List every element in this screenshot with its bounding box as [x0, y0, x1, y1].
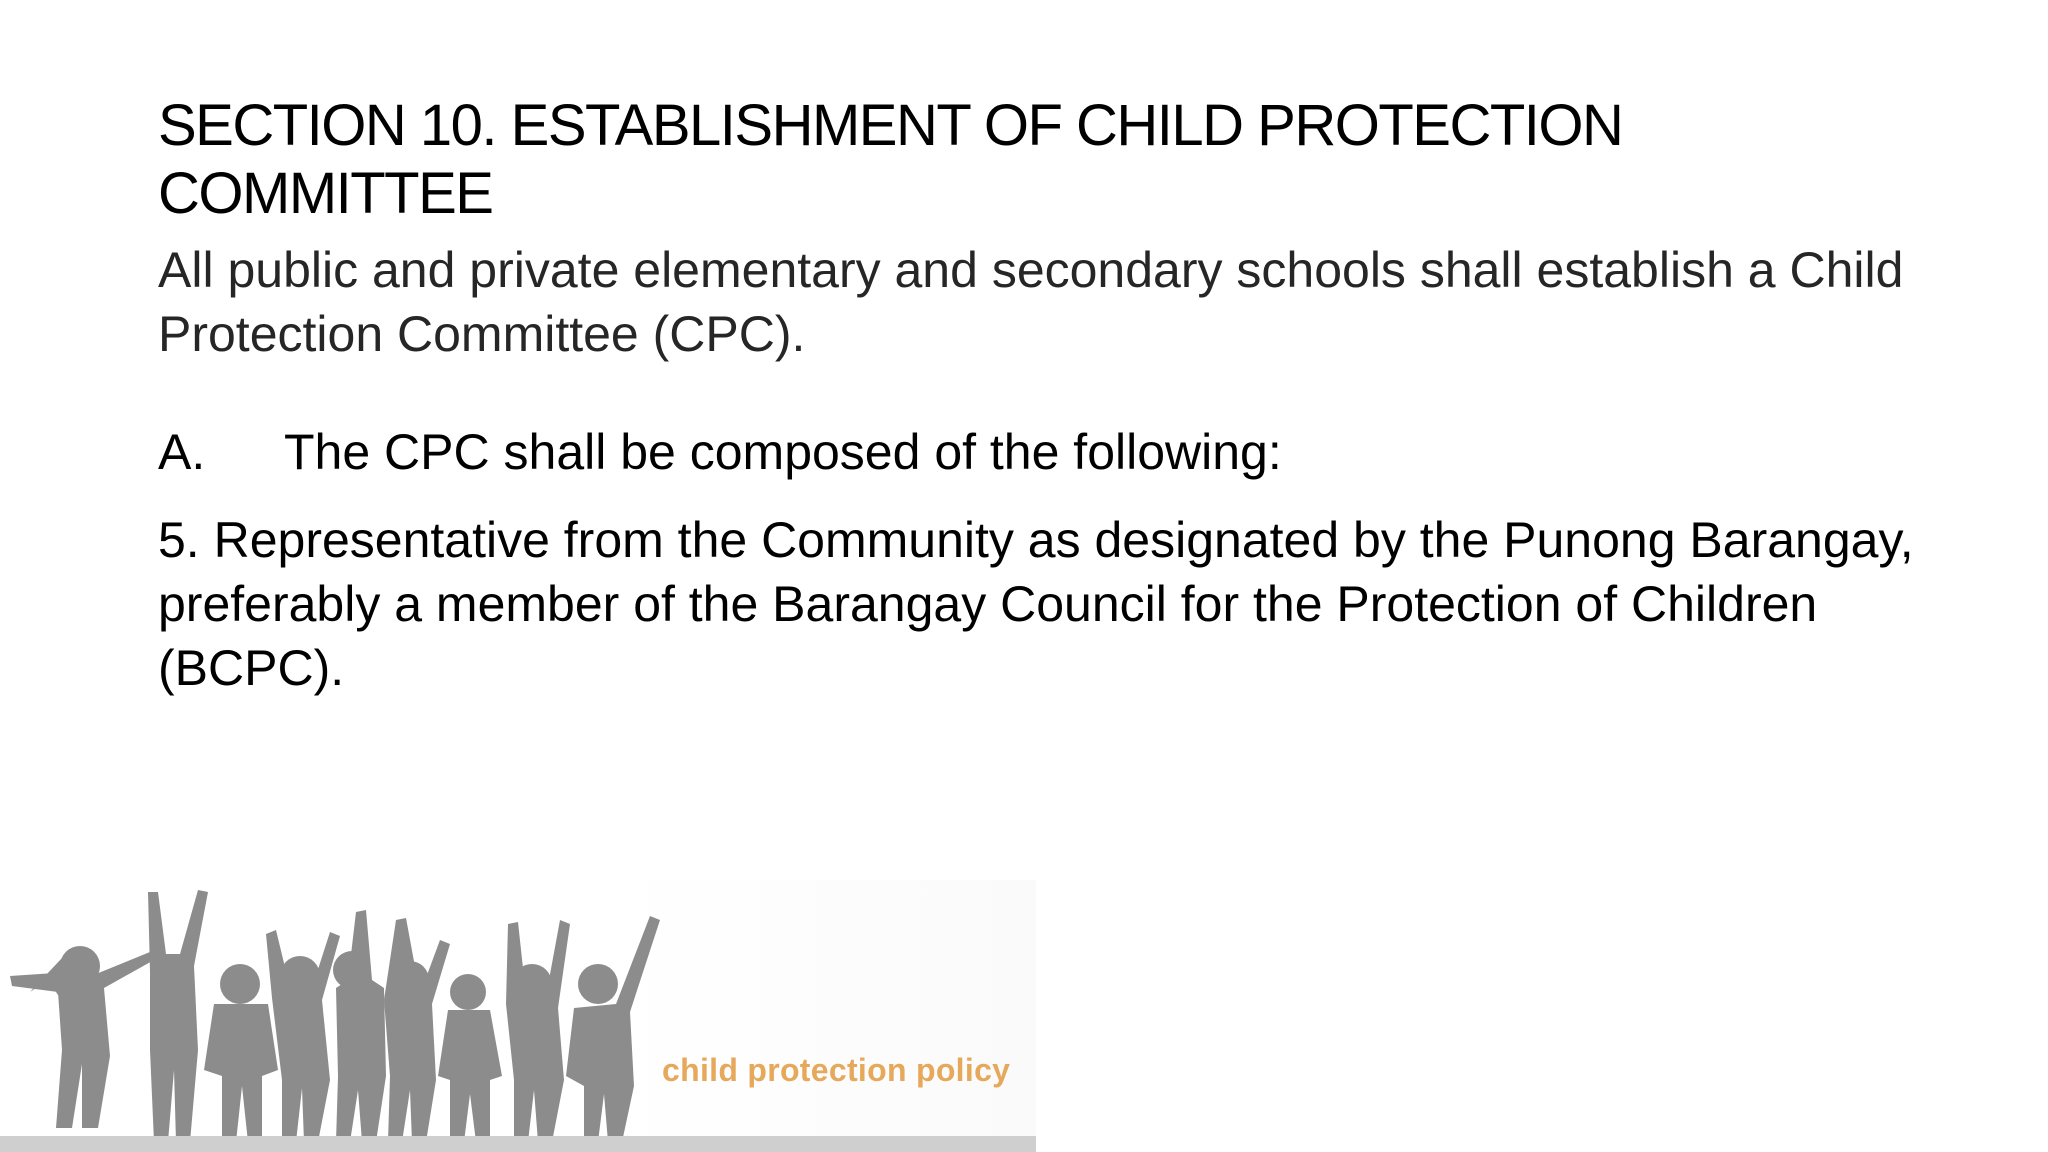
- footer-banner: [0, 880, 1036, 1152]
- intro-text: All public and private elementary and secondary schools shall establish a Child Protection Committee (CPC).: [158, 242, 1904, 362]
- point-a: [158, 420, 1282, 484]
- banner-bottom-strip: [0, 1136, 1036, 1152]
- point-a-marker: A.: [158, 424, 206, 480]
- point-a-text: The CPC shall be composed of the following:: [284, 424, 1282, 480]
- item-5-text: 5. Representative from the Community as designated by the Punong Barangay, preferably a member of the Barangay Council for the Protection of Children (BCPC).: [158, 512, 1914, 696]
- slide-title: SECTION 10. ESTABLISHMENT OF CHILD PROTECTION COMMITTEE: [158, 93, 1623, 226]
- children-silhouettes-image: [0, 880, 680, 1152]
- banner-tagline: child protection policy: [662, 1052, 1011, 1088]
